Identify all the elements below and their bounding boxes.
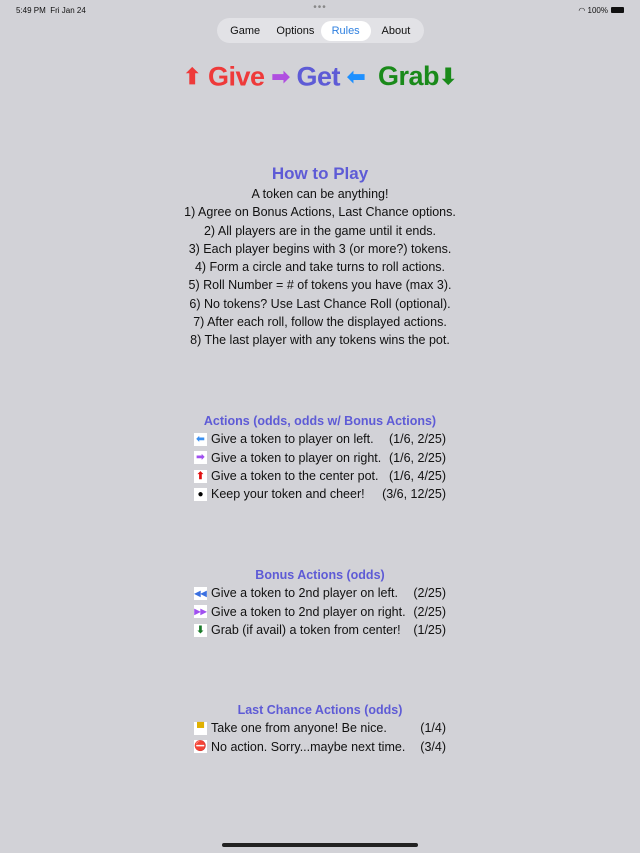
logo-give: Give — [207, 61, 265, 92]
list-item: ▶▶ Give a token to 2nd player on right. (2/25) — [194, 604, 446, 619]
tab-game[interactable]: Game — [230, 24, 261, 37]
list-item: ➡ Give a token to player on right. (1/6, 2/25) — [0, 449, 640, 467]
how-to-play-title: How to Play — [271, 164, 369, 183]
home-indicator[interactable] — [222, 843, 418, 847]
app-logo — [0, 60, 640, 92]
list-item: ⬇ Grab (if avail) a token from center! (1/25) — [0, 621, 640, 639]
status-date: Fri Jan 24 — [50, 5, 86, 15]
tab-about[interactable]: About — [381, 24, 411, 37]
rule-line: A token can be anything! — [251, 187, 389, 201]
black-circle-icon: ● — [194, 488, 207, 501]
list-item: ▀ Take one from anyone! Be nice. (1/4) — [0, 719, 640, 737]
rule-line: 4) Form a circle and take turns to roll actions. — [194, 260, 446, 275]
last-chance-section — [0, 701, 640, 756]
logo-get: Get — [296, 61, 341, 92]
rule-line: 2) All players are in the game until it ends. — [203, 223, 437, 238]
wifi-icon: ◠ — [578, 5, 586, 15]
down-arrow-icon: ⬇ — [194, 624, 207, 637]
rule-line: 6) No tokens? Use Last Chance Roll (optional). — [189, 296, 451, 311]
how-to-play-section — [0, 163, 640, 350]
rule-line: 7) After each roll, follow the displayed actions. — [193, 315, 447, 330]
right-arrow-icon: ➡ — [194, 451, 207, 464]
tab-control — [217, 18, 424, 43]
rule-line: 1) Agree on Bonus Actions, Last Chance options. — [184, 205, 456, 220]
multitasking-dots[interactable]: ••• — [313, 2, 327, 13]
rule-line: 8) The last player with any tokens wins the pot. — [190, 333, 450, 348]
stop-sign-icon: ⛔ — [194, 741, 207, 753]
logo-grab: Grab — [377, 61, 440, 92]
actions-section — [0, 412, 640, 503]
list-item: ● Keep your token and cheer! (3/6, 12/25) — [0, 485, 640, 503]
double-left-arrow-icon: ◀◀ — [194, 588, 207, 598]
tab-rules[interactable]: Rules — [321, 21, 371, 41]
list-item: ⬅ Give a token to player on left. (1/6, 2/25) — [0, 430, 640, 448]
left-arrow-icon: ⬅ — [347, 63, 365, 89]
down-arrow-icon: ⬇ — [439, 63, 457, 89]
grab-claw-icon: ▀ — [194, 722, 207, 735]
battery-percent: 100% — [587, 5, 608, 15]
list-item: ⛔ No action. Sorry...maybe next time. (3/4) — [194, 739, 446, 754]
list-item: ⬆ Give a token to the center pot. (1/6, 4/25) — [0, 467, 640, 485]
up-arrow-icon: ⬆ — [183, 63, 201, 89]
list-item: ◀◀ Give a token to 2nd player on left. (2/25) — [194, 586, 446, 601]
right-arrow-icon: ➡ — [271, 63, 290, 89]
left-arrow-icon: ⬅ — [194, 433, 207, 446]
bonus-actions-title: Bonus Actions (odds) — [255, 568, 385, 582]
status-time: 5:49 PM — [16, 5, 46, 15]
tab-options[interactable]: Options — [276, 24, 315, 37]
rule-line: 5) Roll Number = # of tokens you have (max 3). — [188, 278, 452, 293]
actions-title: Actions (odds, odds w/ Bonus Actions) — [203, 414, 437, 428]
last-chance-title: Last Chance Actions (odds) — [237, 703, 403, 717]
rule-line: 3) Each player begins with 3 (or more?) tokens. — [188, 241, 452, 256]
bonus-actions-section — [0, 566, 640, 639]
double-right-arrow-icon: ▶▶ — [194, 607, 207, 617]
up-arrow-icon: ⬆ — [194, 470, 207, 483]
battery-icon — [611, 7, 624, 13]
